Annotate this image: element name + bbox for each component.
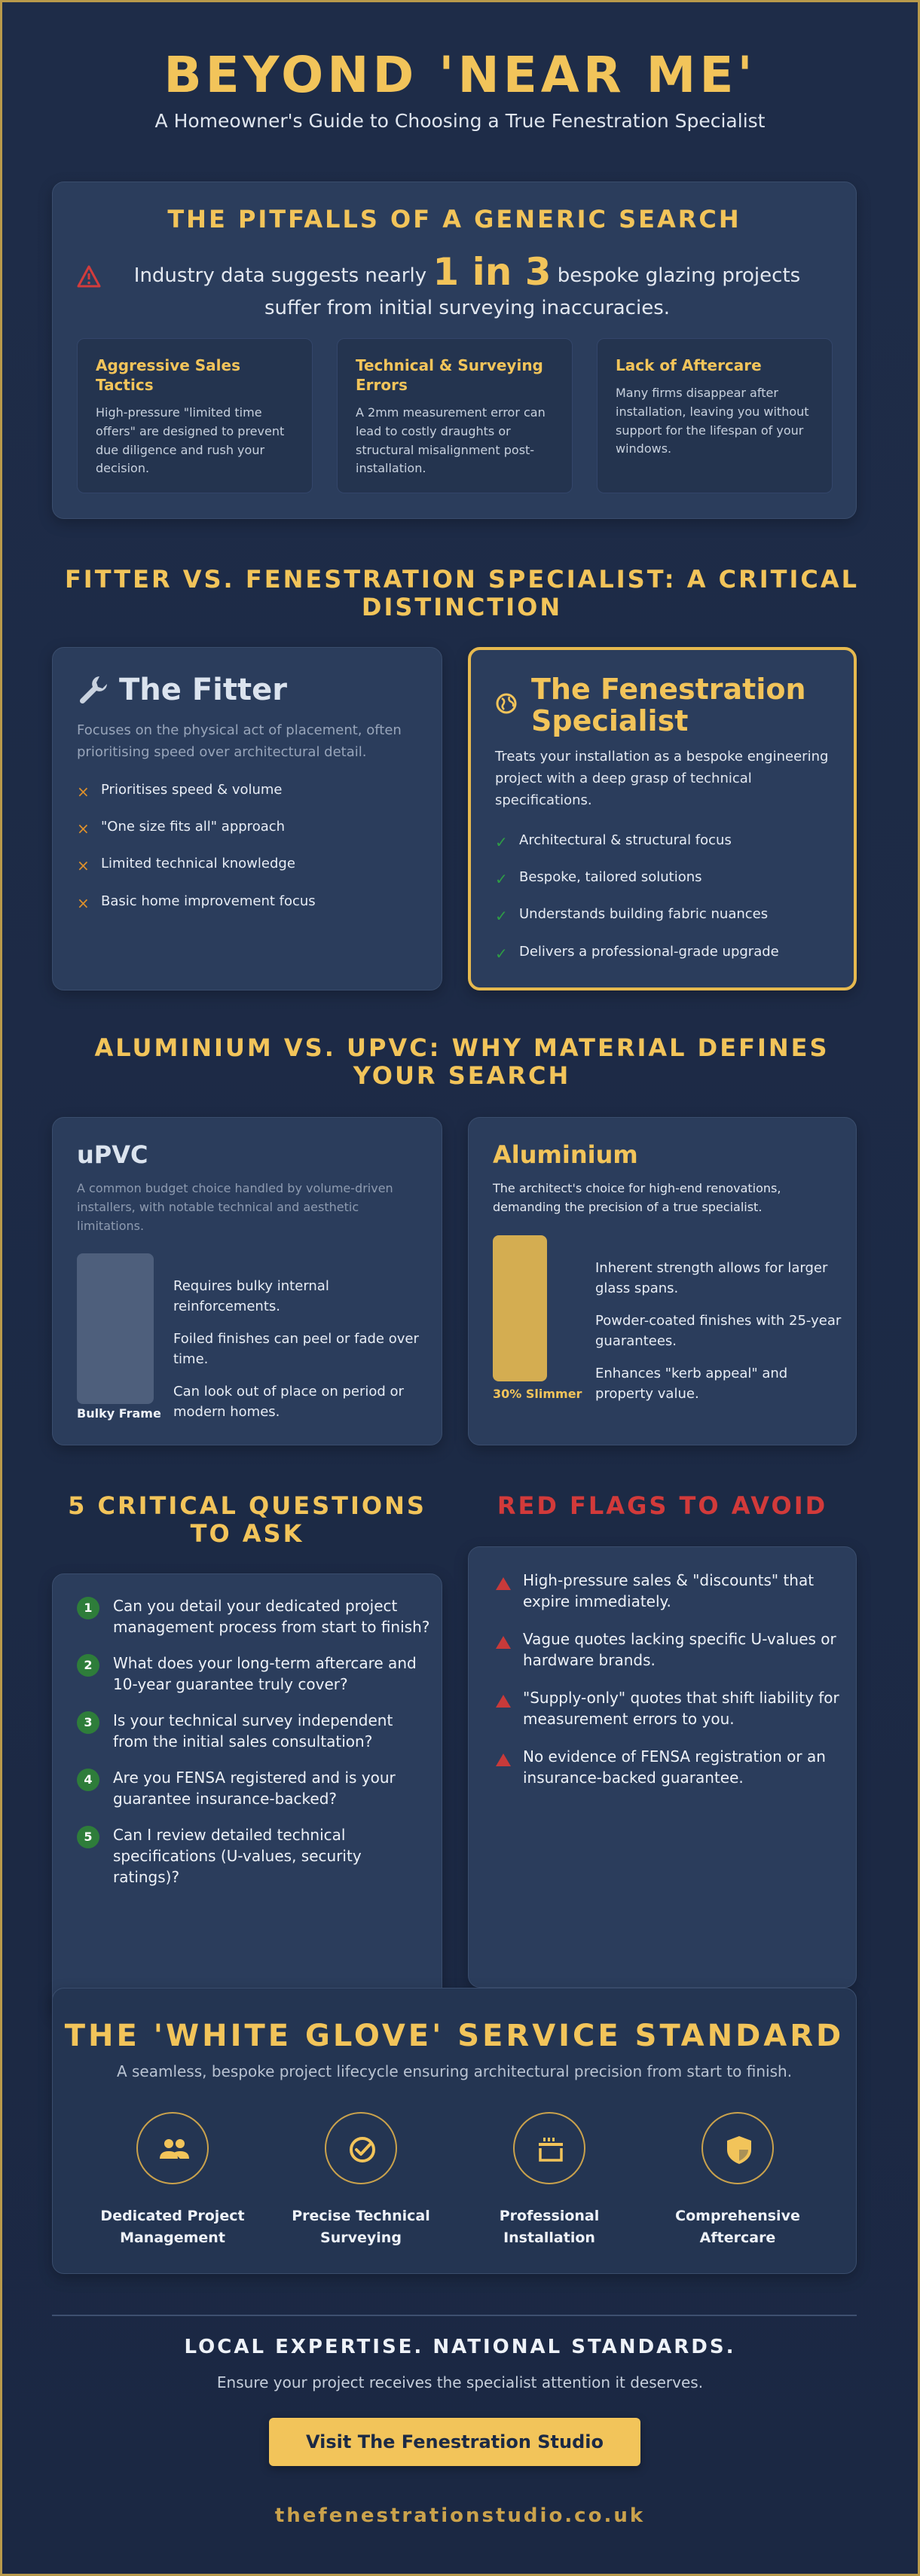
questions-list [77, 1595, 431, 1903]
specialist-point: Bespoke, tailored solutions [519, 869, 702, 886]
pitfall-card-title: Aggressive Sales Tactics [96, 356, 240, 394]
material-title: ALUMINIUM VS. UPVC: WHY MATERIAL DEFINES YOUR SEARCH [94, 1033, 830, 1090]
stat-suffix: bespoke glazing projects suffer from initial surveying inaccuracies. [264, 264, 801, 319]
cross-icon: × [77, 893, 90, 912]
aluminium-point: Powder-coated finishes with 25-year guarantees. [595, 1313, 842, 1349]
list-item [493, 1746, 847, 1788]
service-label: Precise Technical Surveying [292, 2208, 430, 2246]
cross-icon: × [77, 819, 90, 838]
red-flags-title: RED FLAGS TO AVOID [497, 1491, 828, 1520]
aluminium-point: Enhances "kerb appeal" and property value. [595, 1366, 788, 1402]
question-text: Can I review detailed technical specifications (U-values, security ratings)? [113, 1826, 362, 1886]
question-text: Is your technical survey independent from the initial sales consultation? [113, 1711, 393, 1750]
aluminium-bar-label: 30% Slimmer [493, 1387, 582, 1401]
question-number: 3 [77, 1711, 99, 1734]
installation-icon [513, 2112, 585, 2184]
pitfalls-title: THE PITFALLS OF A GENERIC SEARCH [167, 205, 741, 233]
service-item-project-management [78, 2112, 267, 2248]
fitter-title: The Fitter [119, 673, 287, 707]
aluminium-points [595, 1258, 844, 1416]
red-flag-text: Vague quotes lacking specific U-values or hardware brands. [523, 1630, 836, 1669]
cta-heading: LOCAL EXPERTISE. NATIONAL STANDARDS. [184, 2336, 736, 2358]
red-flag-text: No evidence of FENSA registration or an insurance-backed guarantee. [523, 1747, 826, 1787]
pitfall-card-text: Many firms disappear after installation, leaving you without support for the lifespan of your windows. [616, 386, 809, 456]
list-item [77, 1710, 431, 1752]
cta-text: Ensure your project receives the specialist attention it deserves. [216, 2373, 704, 2391]
website-link[interactable]: thefenestrationstudio.co.uk [274, 2504, 646, 2527]
visit-studio-button[interactable]: Visit The Fenestration Studio [269, 2418, 640, 2466]
list-item [495, 868, 842, 887]
question-number: 1 [77, 1597, 99, 1619]
check-icon: ✓ [495, 907, 508, 926]
service-label: Comprehensive Aftercare [675, 2208, 800, 2246]
white-glove-title: THE 'WHITE GLOVE' SERVICE STANDARD [64, 2019, 845, 2053]
red-flag-icon [496, 1753, 511, 1766]
red-flag-text: High-pressure sales & "discounts" that expire immediately. [523, 1571, 815, 1610]
specialist-points [495, 831, 842, 979]
red-flags-list [493, 1570, 847, 1805]
red-flag-icon [496, 1636, 511, 1649]
fitter-point: Prioritises speed & volume [101, 782, 283, 798]
upvc-points [173, 1276, 422, 1434]
divider [52, 2315, 857, 2316]
question-text: What does your long-term aftercare and 10-year guarantee truly cover? [113, 1654, 417, 1693]
check-icon: ✓ [495, 870, 508, 889]
fitter-description: Focuses on the physical act of placement, often prioritising speed over architectural detail. [77, 722, 402, 760]
shield-icon [701, 2112, 774, 2184]
upvc-point: Can look out of place on period or modern homes. [173, 1384, 404, 1420]
cross-icon: × [77, 783, 90, 801]
list-item [495, 905, 842, 926]
comparison-title: FITTER VS. FENESTRATION SPECIALIST: A CRITICAL DISTINCTION [64, 565, 860, 621]
list-item [77, 854, 423, 873]
aluminium-frame-bar [493, 1235, 547, 1381]
aluminium-card [468, 1117, 857, 1445]
upvc-title: uPVC [77, 1140, 148, 1169]
specialist-card [468, 647, 857, 990]
service-label: Dedicated Project Management [100, 2208, 245, 2246]
list-item [77, 1595, 431, 1637]
specialist-description: Treats your installation as a bespoke engineering project with a deep grasp of technical specifications. [495, 749, 829, 808]
upvc-point: Foiled finishes can peel or fade over time. [173, 1331, 419, 1367]
specialist-point: Understands building fabric nuances [519, 906, 769, 923]
fitter-point: Limited technical knowledge [101, 856, 295, 872]
stat-highlight: 1 in 3 [432, 250, 552, 294]
question-number: 5 [77, 1826, 99, 1848]
hero-subtitle: A Homeowner's Guide to Choosing a True Fenestration Specialist [154, 110, 766, 132]
list-item [495, 942, 842, 961]
globe-icon [495, 692, 518, 718]
pitfalls-card [52, 182, 857, 519]
hero-title: BEYOND 'NEAR ME' [164, 46, 756, 104]
stat-prefix: Industry data suggests nearly [133, 264, 427, 287]
red-flag-icon [496, 1577, 511, 1590]
question-text: Can you detail your dedicated project management process from start to finish? [113, 1597, 430, 1636]
list-item [77, 892, 423, 911]
wrench-icon [77, 673, 110, 710]
pitfall-card-aftercare [597, 338, 833, 493]
list-item [77, 1824, 431, 1888]
service-label: Professional Installation [499, 2208, 600, 2246]
question-number: 4 [77, 1769, 99, 1791]
check-badge-icon [325, 2112, 397, 2184]
fitter-point: Basic home improvement focus [101, 893, 316, 909]
list-item [493, 1628, 847, 1671]
aluminium-title: Aluminium [493, 1140, 638, 1169]
red-flag-text: "Supply-only" quotes that shift liability for measurement errors to you. [523, 1689, 839, 1728]
fitter-card [52, 647, 442, 990]
aluminium-point: Inherent strength allows for larger glass spans. [595, 1260, 828, 1296]
list-item [495, 831, 842, 850]
check-icon: ✓ [495, 944, 508, 963]
red-flag-icon [496, 1695, 511, 1708]
service-item-surveying [267, 2112, 455, 2248]
upvc-description: A common budget choice handled by volume-driven installers, with notable technical and aesthetic limitations. [77, 1181, 393, 1233]
upvc-frame-bar [77, 1253, 154, 1404]
people-icon [136, 2112, 209, 2184]
pitfall-card-text: High-pressure "limited time offers" are designed to prevent due diligence and rush your decision. [96, 405, 285, 476]
white-glove-subtitle: A seamless, bespoke project lifecycle ensuring architectural precision from start to finish. [116, 2062, 793, 2080]
fitter-points [77, 780, 423, 929]
pitfall-card-title: Lack of Aftercare [616, 356, 762, 374]
pitfall-card-sales [77, 338, 313, 493]
red-flags-card [468, 1546, 857, 1988]
pitfall-card-title: Technical & Surveying Errors [356, 356, 543, 394]
upvc-card [52, 1117, 442, 1445]
list-item [493, 1570, 847, 1612]
specialist-point: Architectural & structural focus [519, 832, 732, 848]
warning-icon [77, 265, 101, 288]
pitfall-card-text: A 2mm measurement error can lead to costly draughts or structural misalignment post-installation. [356, 405, 546, 476]
check-icon: ✓ [495, 833, 508, 851]
upvc-point: Requires bulky internal reinforcements. [173, 1278, 329, 1314]
upvc-bar-label: Bulky Frame [77, 1406, 161, 1421]
white-glove-card [52, 1988, 857, 2274]
fitter-point: "One size fits all" approach [101, 819, 286, 835]
specialist-point: Delivers a professional-grade upgrade [519, 943, 779, 960]
list-item [77, 780, 423, 799]
specialist-title: The Fenestration Specialist [531, 673, 806, 737]
list-item [77, 1767, 431, 1809]
list-item [77, 817, 423, 836]
list-item [493, 1687, 847, 1729]
list-item [77, 1653, 431, 1695]
questions-title: 5 CRITICAL QUESTIONS TO ASK [68, 1491, 426, 1548]
questions-card [52, 1573, 442, 2015]
question-number: 2 [77, 1654, 99, 1677]
aluminium-description: The architect's choice for high-end renovations, demanding the precision of a true specialist. [493, 1181, 781, 1214]
pitfall-card-surveying [337, 338, 573, 493]
question-text: Are you FENSA registered and is your guarantee insurance-backed? [113, 1769, 396, 1808]
pitfalls-statistic [128, 249, 806, 320]
cross-icon: × [77, 856, 90, 875]
service-item-aftercare [643, 2112, 832, 2248]
service-item-installation [455, 2112, 643, 2248]
